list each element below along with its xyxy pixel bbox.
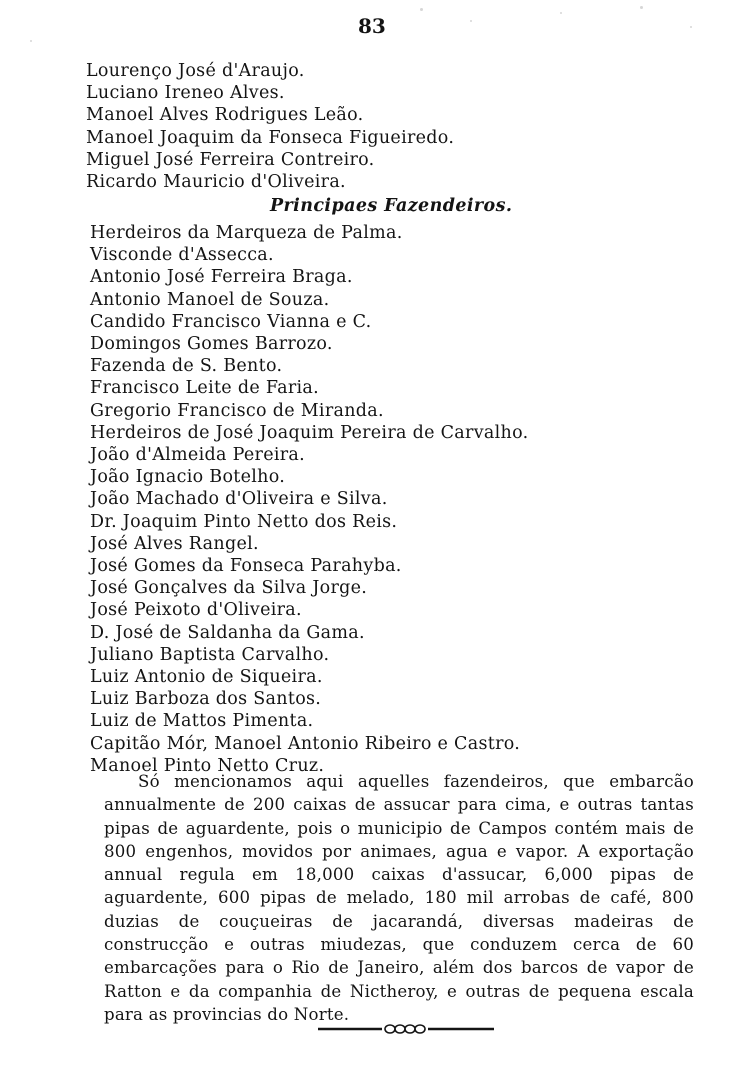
body-paragraph: Só mencionamos aqui aquelles fazendeiros, que embarcão annualmente de 200 caixas de assucar para cima, e outras tantas pipas de aguardente, pois o municipio de Campos contém mais de 800 engenhos, movidos por animaes, agua e vapor. A exportação annual regula em 18,000 caixas d'assucar, 6,000 pipas de aguardente, 600 pipas de melado, 180 mil arrobas de café, 800 duzias de couçueiras de jacarandá, diversas madeiras de construcção e outras miudezas, que conduzem cerca de 60 embarcações para o Rio de Janeiro, além dos barcos de vapor de Ratton e da companhia de Nictheroy, e outras de pequena escala para as provincias do Norte. [104,772,694,1024]
scan-noise [30,40,32,42]
list-item: José Gonçalves da Silva Jorge. [90,578,368,599]
scan-noise [690,26,692,28]
list-item: Antonio José Ferreira Braga. [90,267,353,288]
scan-noise [470,20,472,22]
list-item: Luiz Barboza dos Santos. [90,689,322,710]
ornament-divider [318,1022,494,1036]
list-item: Dr. Joaquim Pinto Netto dos Reis. [90,511,398,532]
list-item: Candido Francisco Vianna e C. [90,311,372,332]
list-item: José Peixoto d'Oliveira. [90,600,302,621]
list-item: Manoel Pinto Netto Cruz. [90,755,325,776]
list-item: Juliano Baptista Carvalho. [90,644,330,665]
scan-noise [640,6,643,9]
list-item: Herdeiros de José Joaquim Pereira de Carvalho. [90,422,529,443]
list-item: João d'Almeida Pereira. [90,445,306,466]
list-item: Manoel Joaquim da Fonseca Figueiredo. [86,127,455,148]
list-item: Luiz Antonio de Siqueira. [90,667,323,688]
page-number: 83 [358,14,386,38]
list-item: D. José de Saldanha da Gama. [90,622,365,643]
list-item: Domingos Gomes Barrozo. [90,334,333,355]
scan-noise [560,12,562,14]
list-item: Ricardo Mauricio d'Oliveira. [86,172,346,193]
list-item: Fazenda de S. Bento. [90,356,283,377]
list-item: Miguel José Ferreira Contreiro. [86,149,375,170]
list-item: Herdeiros da Marqueza de Palma. [90,223,403,243]
list-item: Francisco Leite de Faria. [90,378,319,399]
section-heading: Principaes Fazendeiros. [270,196,513,216]
list-item: Luiz de Mattos Pimenta. [90,711,314,732]
list-item: Manoel Alves Rodrigues Leão. [86,105,364,126]
list-item: Antonio Manoel de Souza. [90,289,330,310]
scan-noise [420,8,423,11]
list-item: Gregorio Francisco de Miranda. [90,400,384,421]
merchant-list [86,60,454,193]
list-item: Lourenço José d'Araujo. [86,61,305,81]
list-item: Capitão Mór, Manoel Antonio Ribeiro e Castro. [90,733,521,754]
list-item: João Ignacio Botelho. [90,467,286,488]
list-item: José Alves Rangel. [90,533,259,554]
farmer-list [90,222,528,777]
list-item: Luciano Ireneo Alves. [86,83,285,104]
list-item: José Gomes da Fonseca Parahyba. [90,556,402,577]
list-item: Visconde d'Assecca. [90,245,274,266]
list-item: João Machado d'Oliveira e Silva. [90,489,388,510]
